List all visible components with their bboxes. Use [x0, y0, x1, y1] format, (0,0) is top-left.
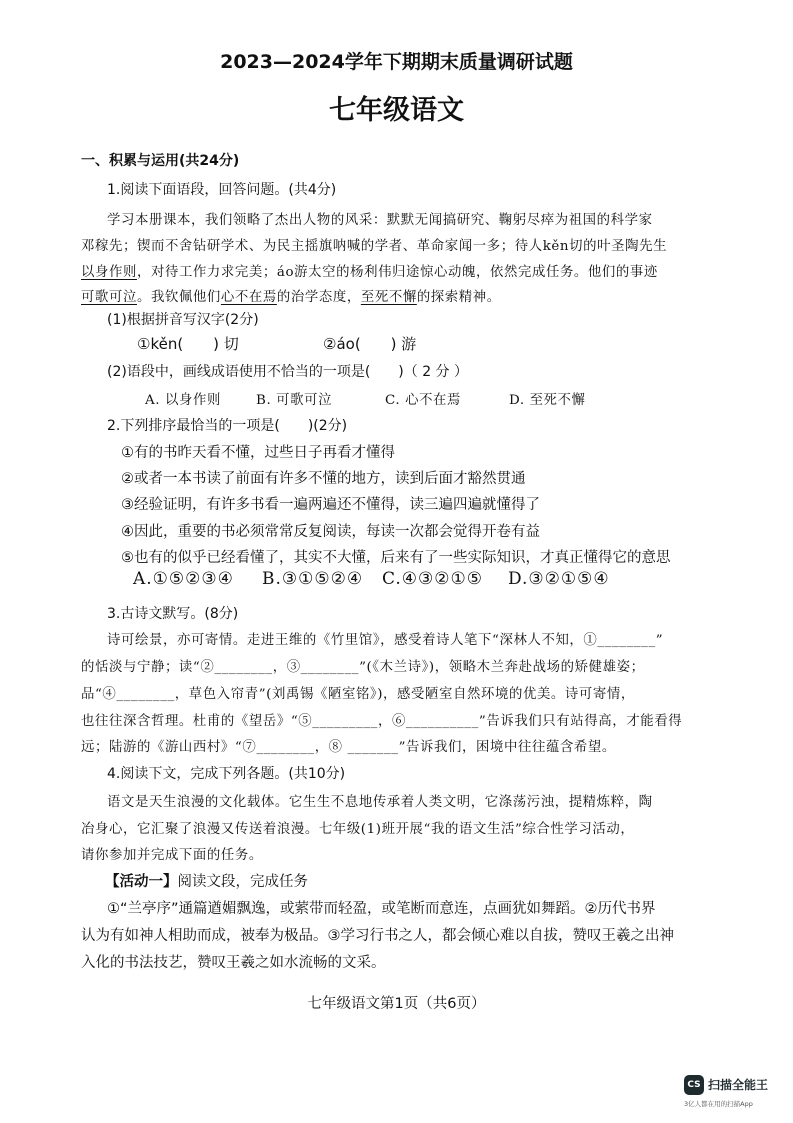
q1-passage-line-2: 邓稼先；锲而不舍钻研学术、为民主摇旗呐喊的学者、革命家闻一多；待人kěn切的叶圣陶先生 [81, 239, 668, 254]
q2-stem: 2.下列排序最恰当的一项是( )(2分) [107, 418, 348, 434]
q3-line-5: 远；陆游的《游山西村》“⑦________，⑧ _______”告诉我们，困境中往往蕴含希望。 [81, 740, 616, 755]
q4-line-3: 请你参加并完成下面的任务。 [81, 848, 263, 863]
answer-a: A.①⑤②③④ [133, 569, 234, 589]
q3-line-4: 也往往深含哲理。杜甫的《望岳》“⑤_________，⑥__________”告诉我们只有站得高，才能看得 [81, 714, 683, 729]
reading-line-2: 认为有如神人相助而成，被奉为极品。③学习行书之人，都会倾心难以自拔，赞叹王羲之出神 [81, 928, 674, 944]
answer-c: C.④③②①⑤ [382, 569, 484, 589]
q4-line-1: 语文是天生浪漫的文化载体。它生生不息地传承着人类文明，它涤荡污浊，提精炼粹，陶 [107, 795, 653, 810]
answer-b: B.③①⑤②④ [262, 569, 364, 589]
sentence-item: ⑤也有的似乎已经看懂了，其实不大懂，后来有了一些实际知识，才真正懂得它的意思 [121, 550, 671, 566]
reading-line-3: 入化的书法技艺，赞叹王羲之如水流畅的文采。 [81, 955, 386, 971]
activity-heading: 【活动一】阅读文段，完成任务 [105, 874, 308, 890]
q4-line-2: 冶身心，它汇聚了浪漫又传送着浪漫。七年级(1)班开展“我的语文生活”综合性学习活动， [81, 822, 635, 837]
q3-stem: 3.古诗文默写。(8分) [107, 606, 239, 622]
q1-stem: 1.阅读下面语段，回答问题。(共4分) [107, 182, 337, 198]
pinyin-blank-1: ①kěn( ) 切 [137, 335, 239, 353]
q1-passage-line-1: 学习本册课本，我们领略了杰出人物的风采：默默无闻搞研究、鞠躬尽瘁为祖国的科学家 [107, 213, 653, 228]
section-heading: 一、积累与运用(共24分) [81, 153, 240, 169]
subject-title: 七年级语文 [329, 95, 464, 126]
option-a: A. 以身作则 [145, 393, 221, 408]
reading-line-1: ①“兰亭序”通篇遒媚飘逸，或萦带而轻盈，或笔断而意连，点画犹如舞蹈。②历代书界 [107, 901, 656, 917]
pinyin-blank-2: ②áo( ) 游 [323, 335, 417, 353]
scanner-watermark [684, 1075, 784, 1115]
underlined-idiom-3: 心不在焉 [220, 290, 277, 305]
option-b: B. 可歌可泣 [256, 393, 333, 408]
q1-passage-line-3: 以身作则，对待工作力求完美；áo游太空的杨利伟归途惊心动魄，依然完成任务。他们的事迹 [81, 265, 658, 280]
q1-passage-line-4: 可歌可泣。我钦佩他们心不在焉的治学态度，至死不懈的探索精神。 [81, 290, 501, 305]
q3-line-1: 诗可绘景，亦可寄情。走进王维的《竹里馆》，感受着诗人笔下“深林人不知，①________” [107, 633, 664, 648]
underlined-idiom-4: 至死不懈 [360, 290, 417, 305]
activity-label: 【活动一】 [105, 874, 178, 890]
sentence-item: ②或者一本书读了前面有许多不懂的地方，读到后面才豁然贯通 [121, 471, 526, 487]
page-footer: 七年级语文第1页（共6页） [307, 996, 486, 1012]
q3-line-2: 的恬淡与宁静；读“②________，③________”(《木兰诗》)，领略木兰奔赴战场的矫健雄姿； [81, 660, 645, 675]
q3-line-3: 品“④________，草色入帘青”(刘禹锡《陋室铭》)，感受陋室自然环境的优美。诗可寄情， [81, 687, 635, 702]
camscanner-logo-icon: CS [684, 1075, 704, 1095]
underlined-idiom-1: 以身作则 [81, 265, 137, 280]
underlined-idiom-2: 可歌可泣 [81, 290, 137, 305]
q1-sub2: (2)语段中，画线成语使用不恰当的一项是( )（ 2 分 ） [107, 364, 469, 380]
option-d: D. 至死不懈 [509, 393, 586, 408]
q1-sub1: (1)根据拼音写汉字(2分) [107, 312, 259, 328]
watermark-name: 扫描全能王 [708, 1078, 769, 1092]
watermark-tagline: 3亿人都在用的扫描App [684, 1100, 753, 1108]
q4-stem: 4.阅读下文，完成下列各题。(共10分) [107, 766, 346, 782]
answer-d: D.③②①⑤④ [508, 569, 610, 589]
exam-title: 2023—2024学年下期期末质量调研试题 [220, 51, 573, 73]
option-c: C. 心不在焉 [385, 393, 462, 408]
sentence-item: ①有的书昨天看不懂，过些日子再看才懂得 [121, 445, 395, 461]
sentence-item: ③经验证明，有许多书看一遍两遍还不懂得，读三遍四遍就懂得了 [121, 497, 540, 513]
sentence-item: ④因此，重要的书必须常常反复阅读，每读一次都会觉得开卷有益 [121, 524, 540, 540]
